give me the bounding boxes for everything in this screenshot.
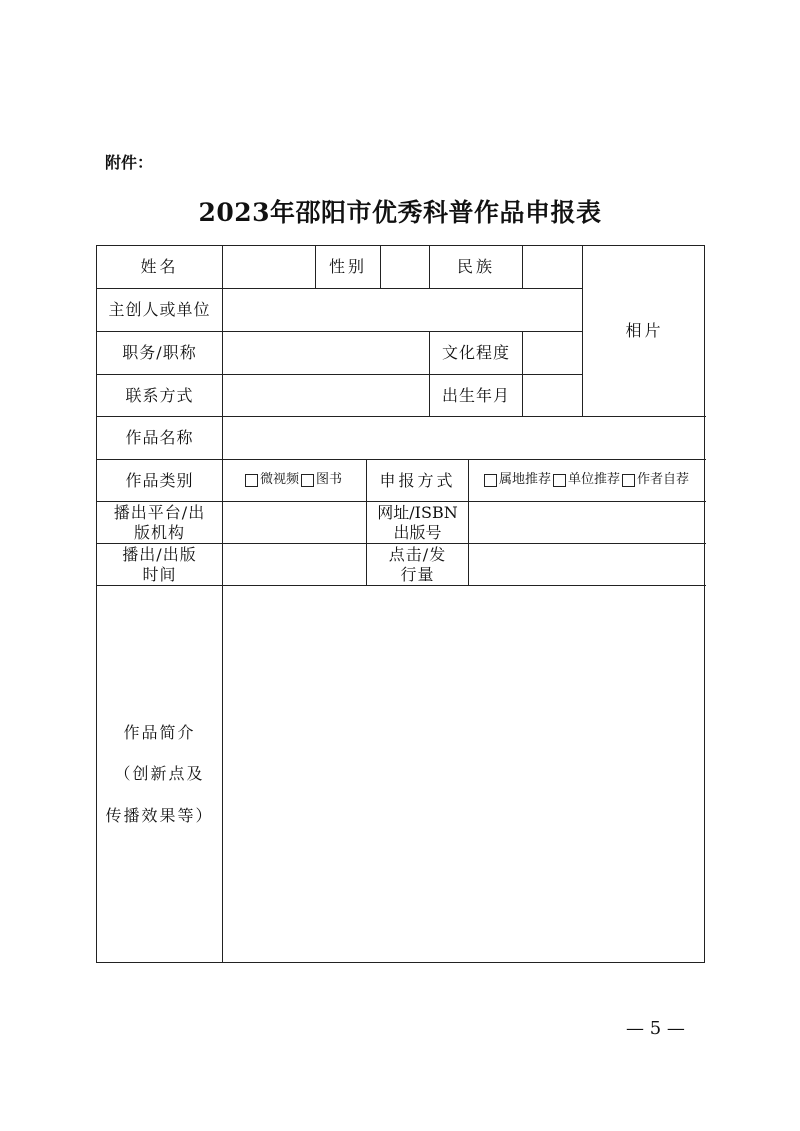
position-field[interactable] [223,332,430,375]
position-label: 职务/职称 [97,332,223,375]
apply-option-unit[interactable]: 单位推荐 [553,472,620,488]
publish-time-label: 播出/出版 时间 [97,544,223,586]
application-form-table [96,245,705,963]
birth-label: 出生年月 [430,375,523,417]
checkbox-icon [484,474,497,487]
work-name-label: 作品名称 [97,417,223,460]
clicks-field[interactable] [469,544,706,586]
work-name-field[interactable] [223,417,706,460]
ethnicity-field[interactable] [523,246,583,289]
attachment-label: 附件： [105,153,154,172]
birth-field[interactable] [523,375,583,417]
gender-field[interactable] [381,246,430,289]
contact-label: 联系方式 [97,375,223,417]
checkbox-icon [622,474,635,487]
url-isbn-field[interactable] [469,502,706,544]
name-field[interactable] [223,246,316,289]
apply-option-local[interactable]: 属地推荐 [484,472,551,488]
ethnicity-label: 民族 [430,246,523,289]
url-isbn-label: 网址/ISBN 出版号 [367,502,469,544]
education-field[interactable] [523,332,583,375]
contact-field[interactable] [223,375,430,417]
gender-label: 性别 [316,246,381,289]
intro-field[interactable] [223,586,706,962]
page-number: — 5 — [626,1018,685,1039]
education-label: 文化程度 [430,332,523,375]
platform-field[interactable] [223,502,367,544]
checkbox-icon [301,474,314,487]
intro-label: 作品简介 （创新点及 传播效果等） [97,586,223,962]
category-label: 作品类别 [97,460,223,502]
apply-option-self[interactable]: 作者自荐 [622,472,689,488]
checkbox-icon [245,474,258,487]
category-options [223,460,367,502]
apply-options [469,460,706,502]
checkbox-icon [553,474,566,487]
apply-method-label: 申报方式 [367,460,469,502]
page-title: 2023年邵阳市优秀科普作品申报表 [198,198,602,227]
creator-field[interactable] [223,289,583,332]
category-option-book[interactable]: 图书 [301,472,342,488]
category-option-video[interactable]: 微视频 [245,472,299,488]
platform-label: 播出平台/出 版机构 [97,502,223,544]
name-label: 姓名 [97,246,223,289]
photo-area[interactable] [583,246,706,417]
clicks-label: 点击/发 行量 [367,544,469,586]
publish-time-field[interactable] [223,544,367,586]
creator-label: 主创人或单位 [97,289,223,332]
photo-label: 相片 [625,321,664,340]
